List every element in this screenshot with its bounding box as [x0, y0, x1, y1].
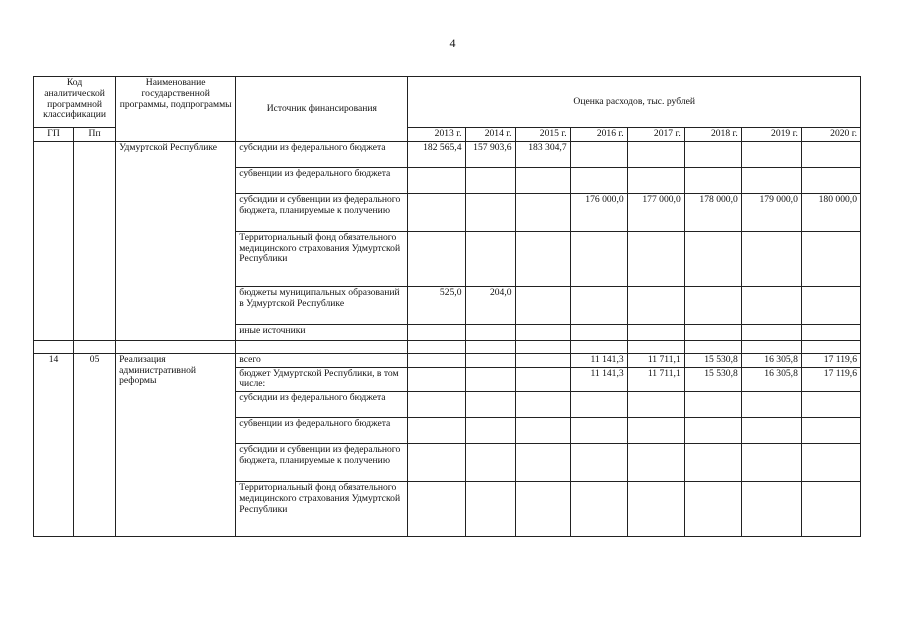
value-cell [408, 418, 465, 444]
value-cell [741, 324, 801, 340]
year-header: 2017 г. [627, 128, 684, 142]
value-cell [408, 193, 465, 231]
value-cell: 17 119,6 [801, 367, 860, 392]
value-cell: 182 565,4 [408, 141, 465, 167]
funding-source-cell: иные источники [236, 324, 408, 340]
value-cell [627, 141, 684, 167]
pp-header: Пп [74, 128, 116, 142]
gp-header: ГП [34, 128, 74, 142]
value-cell [801, 482, 860, 537]
empty-cell [34, 340, 74, 353]
value-cell [801, 444, 860, 482]
funding-source-cell: субсидии из федерального бюджета [236, 141, 408, 167]
value-cell [515, 286, 570, 324]
value-cell [570, 444, 627, 482]
value-cell [741, 444, 801, 482]
value-cell [627, 324, 684, 340]
funding-source-cell: Территориальный фонд обязательного медицинского страхования Удмуртской Республики [236, 482, 408, 537]
value-cell [570, 324, 627, 340]
value-cell [465, 231, 515, 286]
value-cell [408, 482, 465, 537]
value-cell [465, 392, 515, 418]
value-cell [741, 418, 801, 444]
funding-source-cell: бюджеты муниципальных образований в Удмуртской Республике [236, 286, 408, 324]
empty-cell [627, 340, 684, 353]
funding-source-cell: субсидии и субвенции из федерального бюджета, планируемые к получению [236, 444, 408, 482]
empty-cell [741, 340, 801, 353]
funding-source-cell: субвенции из федерального бюджета [236, 418, 408, 444]
value-cell [801, 286, 860, 324]
value-cell [741, 286, 801, 324]
value-cell [570, 418, 627, 444]
table-row [34, 353, 861, 367]
empty-cell [236, 340, 408, 353]
value-cell [627, 444, 684, 482]
value-cell [801, 324, 860, 340]
program-name-cell: Удмуртской Республике [116, 141, 236, 340]
value-cell: 16 305,8 [741, 367, 801, 392]
year-header: 2018 г. [684, 128, 741, 142]
source-header: Источник финансирования [236, 77, 408, 142]
value-cell [684, 231, 741, 286]
value-cell [465, 418, 515, 444]
funding-source-cell: субвенции из федерального бюджета [236, 167, 408, 193]
value-cell: 525,0 [408, 286, 465, 324]
funding-source-cell: всего [236, 353, 408, 367]
empty-cell [684, 340, 741, 353]
value-cell [570, 286, 627, 324]
value-cell [684, 324, 741, 340]
value-cell [801, 141, 860, 167]
value-cell [570, 392, 627, 418]
pp-code-cell [74, 141, 116, 340]
value-cell [465, 444, 515, 482]
year-header: 2019 г. [741, 128, 801, 142]
value-cell [627, 286, 684, 324]
budget-table-body [34, 141, 861, 536]
value-cell: 11 711,1 [627, 353, 684, 367]
funding-source-cell: субсидии из федерального бюджета [236, 392, 408, 418]
value-cell [801, 231, 860, 286]
value-cell [627, 167, 684, 193]
separator-row [34, 340, 861, 353]
value-cell [515, 418, 570, 444]
value-cell: 177 000,0 [627, 193, 684, 231]
value-cell [684, 141, 741, 167]
value-cell [515, 482, 570, 537]
value-cell [741, 392, 801, 418]
value-cell [627, 392, 684, 418]
value-cell [465, 193, 515, 231]
value-cell: 16 305,8 [741, 353, 801, 367]
value-cell [408, 392, 465, 418]
value-cell [465, 353, 515, 367]
value-cell [515, 353, 570, 367]
value-cell [465, 167, 515, 193]
value-cell [408, 353, 465, 367]
value-cell [684, 418, 741, 444]
value-cell: 157 903,6 [465, 141, 515, 167]
value-cell: 11 141,3 [570, 367, 627, 392]
value-cell [741, 141, 801, 167]
value-cell: 15 530,8 [684, 367, 741, 392]
value-cell [515, 367, 570, 392]
value-cell: 11 141,3 [570, 353, 627, 367]
budget-table [33, 76, 861, 537]
value-cell [741, 482, 801, 537]
value-cell [465, 367, 515, 392]
value-cell [741, 231, 801, 286]
funding-source-cell: бюджет Удмуртской Республики, в том числе: [236, 367, 408, 392]
value-cell [570, 167, 627, 193]
value-cell: 15 530,8 [684, 353, 741, 367]
value-cell [570, 231, 627, 286]
value-cell: 178 000,0 [684, 193, 741, 231]
year-header: 2015 г. [515, 128, 570, 142]
value-cell [570, 482, 627, 537]
value-cell [627, 482, 684, 537]
name-header: Наименование государственной программы, подпрограммы [116, 77, 236, 142]
value-cell [465, 324, 515, 340]
value-cell [465, 482, 515, 537]
value-cell [515, 193, 570, 231]
year-header: 2014 г. [465, 128, 515, 142]
year-header: 2016 г. [570, 128, 627, 142]
value-cell [684, 392, 741, 418]
value-cell [408, 231, 465, 286]
value-cell [684, 286, 741, 324]
empty-cell [116, 340, 236, 353]
program-name-cell: Реализация административной реформы [116, 353, 236, 536]
empty-cell [570, 340, 627, 353]
funding-source-cell: субсидии и субвенции из федерального бюджета, планируемые к получению [236, 193, 408, 231]
value-cell [515, 392, 570, 418]
value-cell [515, 324, 570, 340]
year-header: 2020 г. [801, 128, 860, 142]
value-cell: 180 000,0 [801, 193, 860, 231]
empty-cell [408, 340, 465, 353]
empty-cell [515, 340, 570, 353]
value-cell [570, 141, 627, 167]
empty-cell [74, 340, 116, 353]
value-cell [408, 367, 465, 392]
value-cell: 183 304,7 [515, 141, 570, 167]
value-cell [627, 231, 684, 286]
value-cell [515, 167, 570, 193]
value-cell [801, 418, 860, 444]
value-cell: 179 000,0 [741, 193, 801, 231]
funding-source-cell: Территориальный фонд обязательного медицинского страхования Удмуртской Республики [236, 231, 408, 286]
value-cell: 17 119,6 [801, 353, 860, 367]
value-cell [684, 482, 741, 537]
value-cell [515, 231, 570, 286]
table-row [34, 141, 861, 167]
gp-code-cell: 14 [34, 353, 74, 536]
value-cell: 11 711,1 [627, 367, 684, 392]
gp-code-cell [34, 141, 74, 340]
value-cell [801, 167, 860, 193]
code-header: Код аналитической программной классификации [34, 77, 116, 128]
pp-code-cell: 05 [74, 353, 116, 536]
estimate-header: Оценка расходов, тыс. рублей [408, 77, 861, 128]
empty-cell [801, 340, 860, 353]
value-cell [684, 444, 741, 482]
value-cell [408, 167, 465, 193]
value-cell: 176 000,0 [570, 193, 627, 231]
value-cell [684, 167, 741, 193]
page-number: 4 [449, 36, 456, 50]
value-cell: 204,0 [465, 286, 515, 324]
year-header: 2013 г. [408, 128, 465, 142]
value-cell [741, 167, 801, 193]
value-cell [627, 418, 684, 444]
value-cell [801, 392, 860, 418]
value-cell [515, 444, 570, 482]
empty-cell [465, 340, 515, 353]
value-cell [408, 444, 465, 482]
value-cell [408, 324, 465, 340]
